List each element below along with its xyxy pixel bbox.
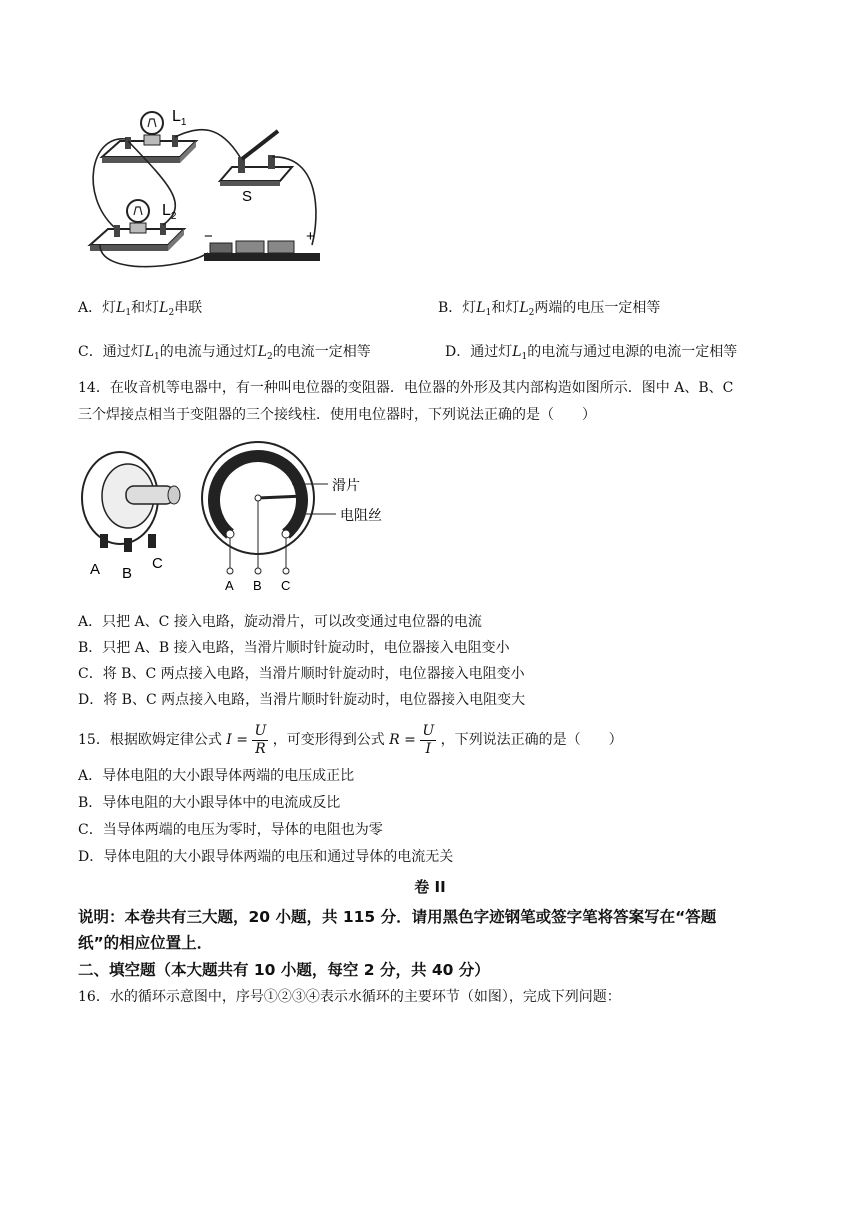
q13-option-a: A．灯$L_1$和灯$L_2$串联 [78,300,203,318]
part-note-line1: 说明：本卷共有三大题，20 小题，共 115 分．请用黑色字迹钢笔或签字笔将答案写在“答题 [78,908,717,926]
potentiometer-exterior [82,452,180,582]
part-note-line2: 纸”的相应位置上． [78,934,213,952]
label-switch: S [242,188,253,205]
formula-resistance-fraction: $\frac{U}{I}$ [422,722,435,757]
q15-stem: 15．根据欧姆定律公式 I = $\frac{U}{R}$ ，可变形得到公式 R = $\frac{U}{I}$ ，下列说法正确的是（ ） [78,722,623,757]
q14-option-c: C．将 B、C 两点接入电路，当滑片顺时针旋动时，电位器接入电阻变小 [78,666,525,682]
formula-ohm-fraction: $\frac{U}{R}$ [254,722,267,757]
q15-option-b: B．导体电阻的大小跟导体中的电流成反比 [78,795,341,811]
q14-stem-line1: 14．在收音机等电器中，有一种叫电位器的变阻器．电位器的外形及其内部构造如图所示．图中 A、B、C [78,380,734,396]
section-heading: 二、填空题（本大题共有 10 小题，每空 2 分，共 40 分） [78,961,490,979]
label-plus: + [306,228,315,245]
q13-option-b: B．灯$L_1$和灯$L_2$两端的电压一定相等 [438,300,661,318]
ext-label-a: A [90,561,101,578]
circuit-figure [80,95,330,285]
label-l2: $L_2$ [162,202,177,222]
int-label-a: A [225,578,234,593]
q16-stem: 16．水的循环示意图中，序号①②③④表示水循环的主要环节（如图），完成下列问题： [78,989,621,1005]
q14-stem-line2: 三个焊接点相当于变阻器的三个接线柱．使用电位器时，下列说法正确的是（ ） [78,407,596,423]
formula-ohm-lhs: I = [226,732,248,748]
label-l1: $L_1$ [172,108,187,128]
formula-resistance-lhs: R = [389,732,416,748]
label-resistance-wire: 电阻丝 [340,508,382,524]
int-label-c: C [281,578,291,593]
ext-label-c: C [152,555,163,572]
switch-s [220,131,292,186]
potentiometer-interior [202,442,382,593]
potentiometer-figure [78,438,438,598]
q14-option-d: D．将 B、C 两点接入电路，当滑片顺时针旋动时，电位器接入电阻变大 [78,692,526,708]
ext-label-b: B [122,565,133,582]
q14-option-b: B．只把 A、B 接入电路，当滑片顺时针旋动时，电位器接入电阻变小 [78,640,510,656]
q15-option-c: C．当导体两端的电压为零时，导体的电阻也为零 [78,822,383,838]
int-label-b: B [253,578,262,593]
q14-option-a: A．只把 A、C 接入电路，旋动滑片，可以改变通过电位器的电流 [78,614,482,630]
battery [204,241,320,261]
q15-option-a: A．导体电阻的大小跟导体两端的电压成正比 [78,768,355,784]
label-slider: 滑片 [332,478,360,494]
q15-option-d: D．导体电阻的大小跟导体两端的电压和通过导体的电流无关 [78,849,454,865]
q13-option-c: C．通过灯$L_1$的电流与通过灯$L_2$的电流一定相等 [78,344,371,362]
q13-option-d: D．通过灯$L_1$的电流与通过电源的电流一定相等 [445,344,738,362]
label-minus: − [204,228,213,245]
part-title: 卷 II [414,878,446,896]
